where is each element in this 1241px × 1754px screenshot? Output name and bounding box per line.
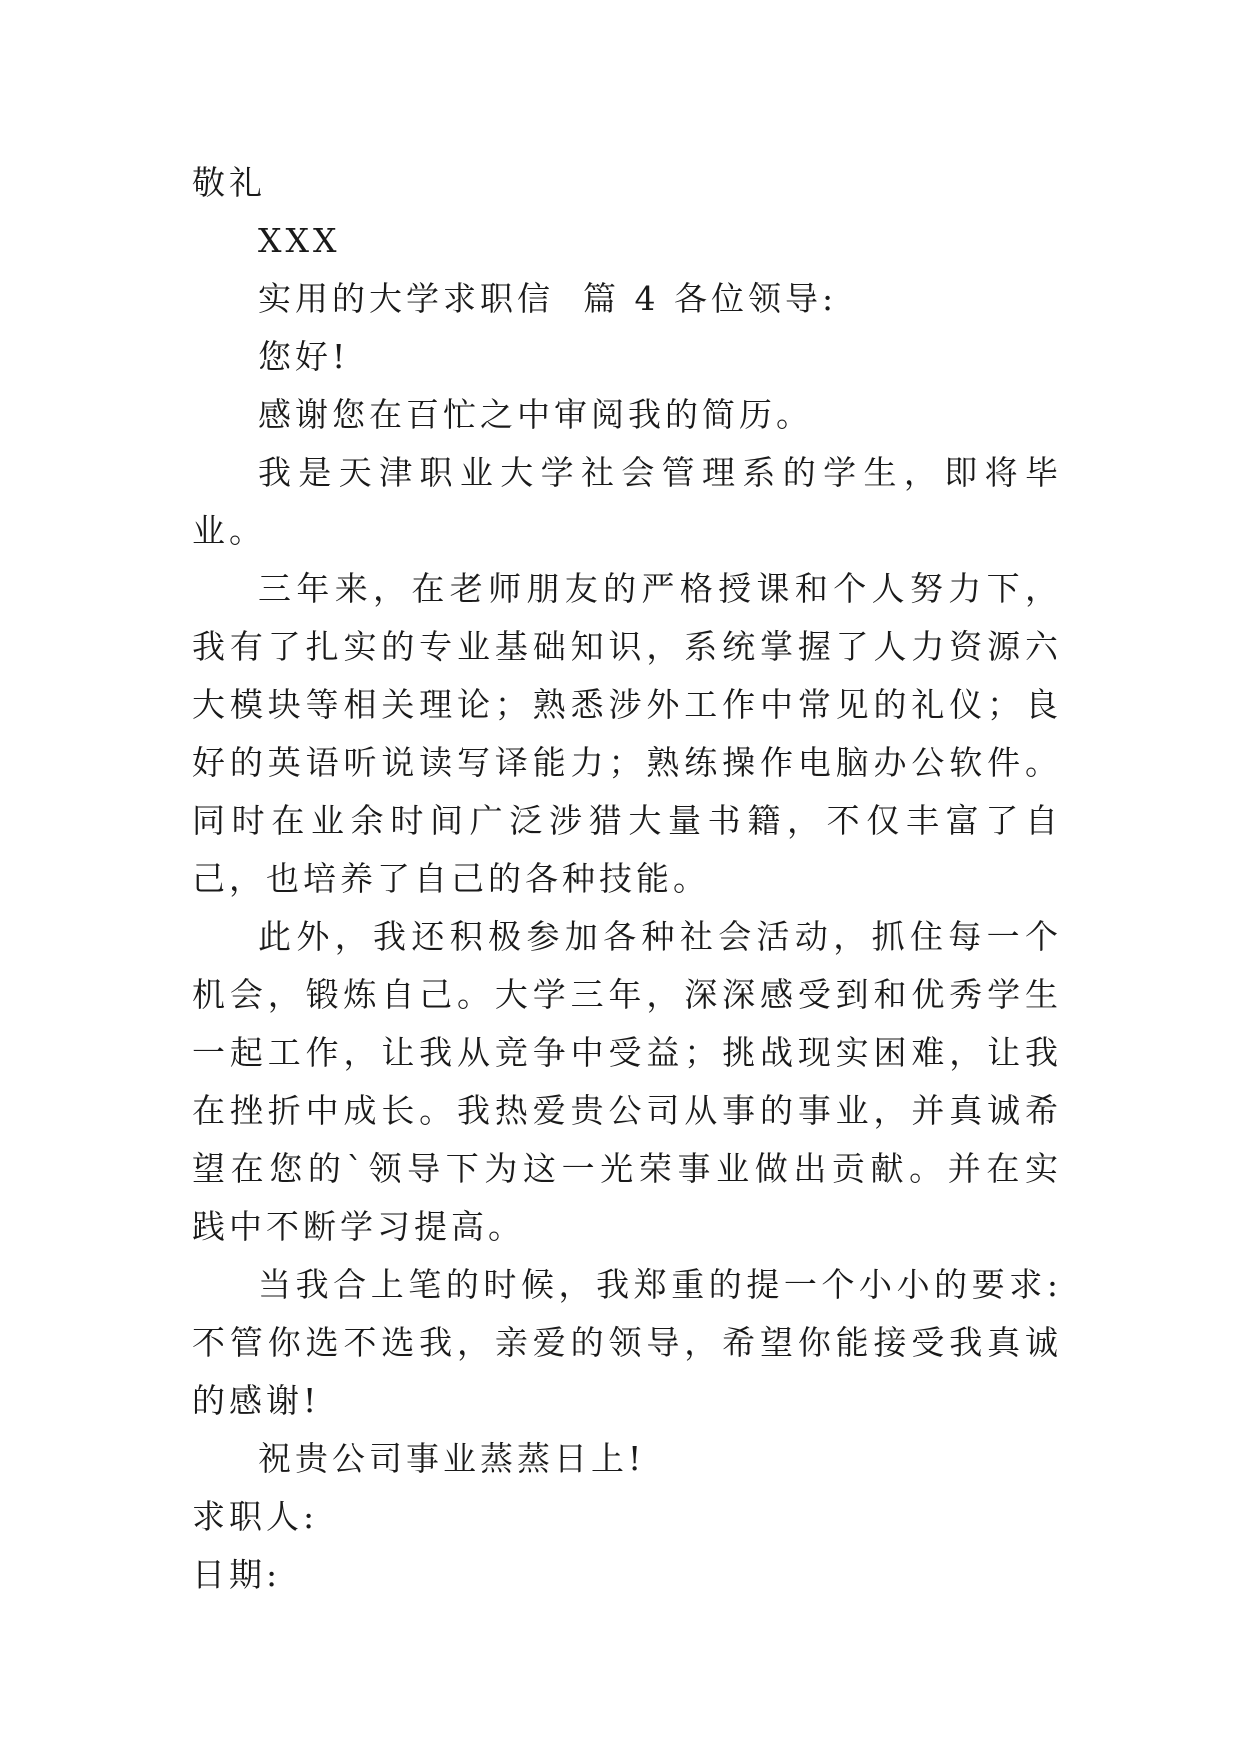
date-label: 日期:	[192, 1555, 282, 1594]
paragraph-thanks: 感谢您在百忙之中审阅我的简历。	[258, 395, 813, 434]
letter-body	[192, 154, 1062, 1604]
paragraph-request: 当我合上笔的时候，我郑重的提一个小小的要求:不管你选不选我，亲爱的领导，希望你能接受我真诚的感谢!	[192, 1265, 1062, 1420]
signature-name: XXX	[258, 221, 341, 260]
letter-heading: 实用的大学求职信 篇 4 各位领导:	[258, 279, 838, 318]
closing-salutation: 敬礼	[192, 163, 266, 202]
paragraph-wishes: 祝贵公司事业蒸蒸日上!	[258, 1439, 646, 1478]
greeting: 您好!	[258, 337, 350, 376]
paragraph-skills: 三年来，在老师朋友的严格授课和个人努力下，我有了扎实的专业基础知识，系统掌握了人力资源六大模块等相关理论；熟悉涉外工作中常见的礼仪；良好的英语听说读写译能力；熟练操作电脑办公软件。同时在业余时间广泛涉猎大量书籍，不仅丰富了自己，也培养了自己的各种技能。	[192, 569, 1062, 898]
paragraph-introduction: 我是天津职业大学社会管理系的学生，即将毕业。	[192, 453, 1062, 550]
paragraph-activities: 此外，我还积极参加各种社会活动，抓住每一个机会，锻炼自己。大学三年，深深感受到和优秀学生一起工作，让我从竞争中受益；挑战现实困难，让我在挫折中成长。我热爱贵公司从事的事业，并真诚希望在您的`领导下为这一光荣事业做出贡献。并在实践中不断学习提高。	[192, 917, 1062, 1246]
applicant-label: 求职人:	[192, 1497, 319, 1536]
